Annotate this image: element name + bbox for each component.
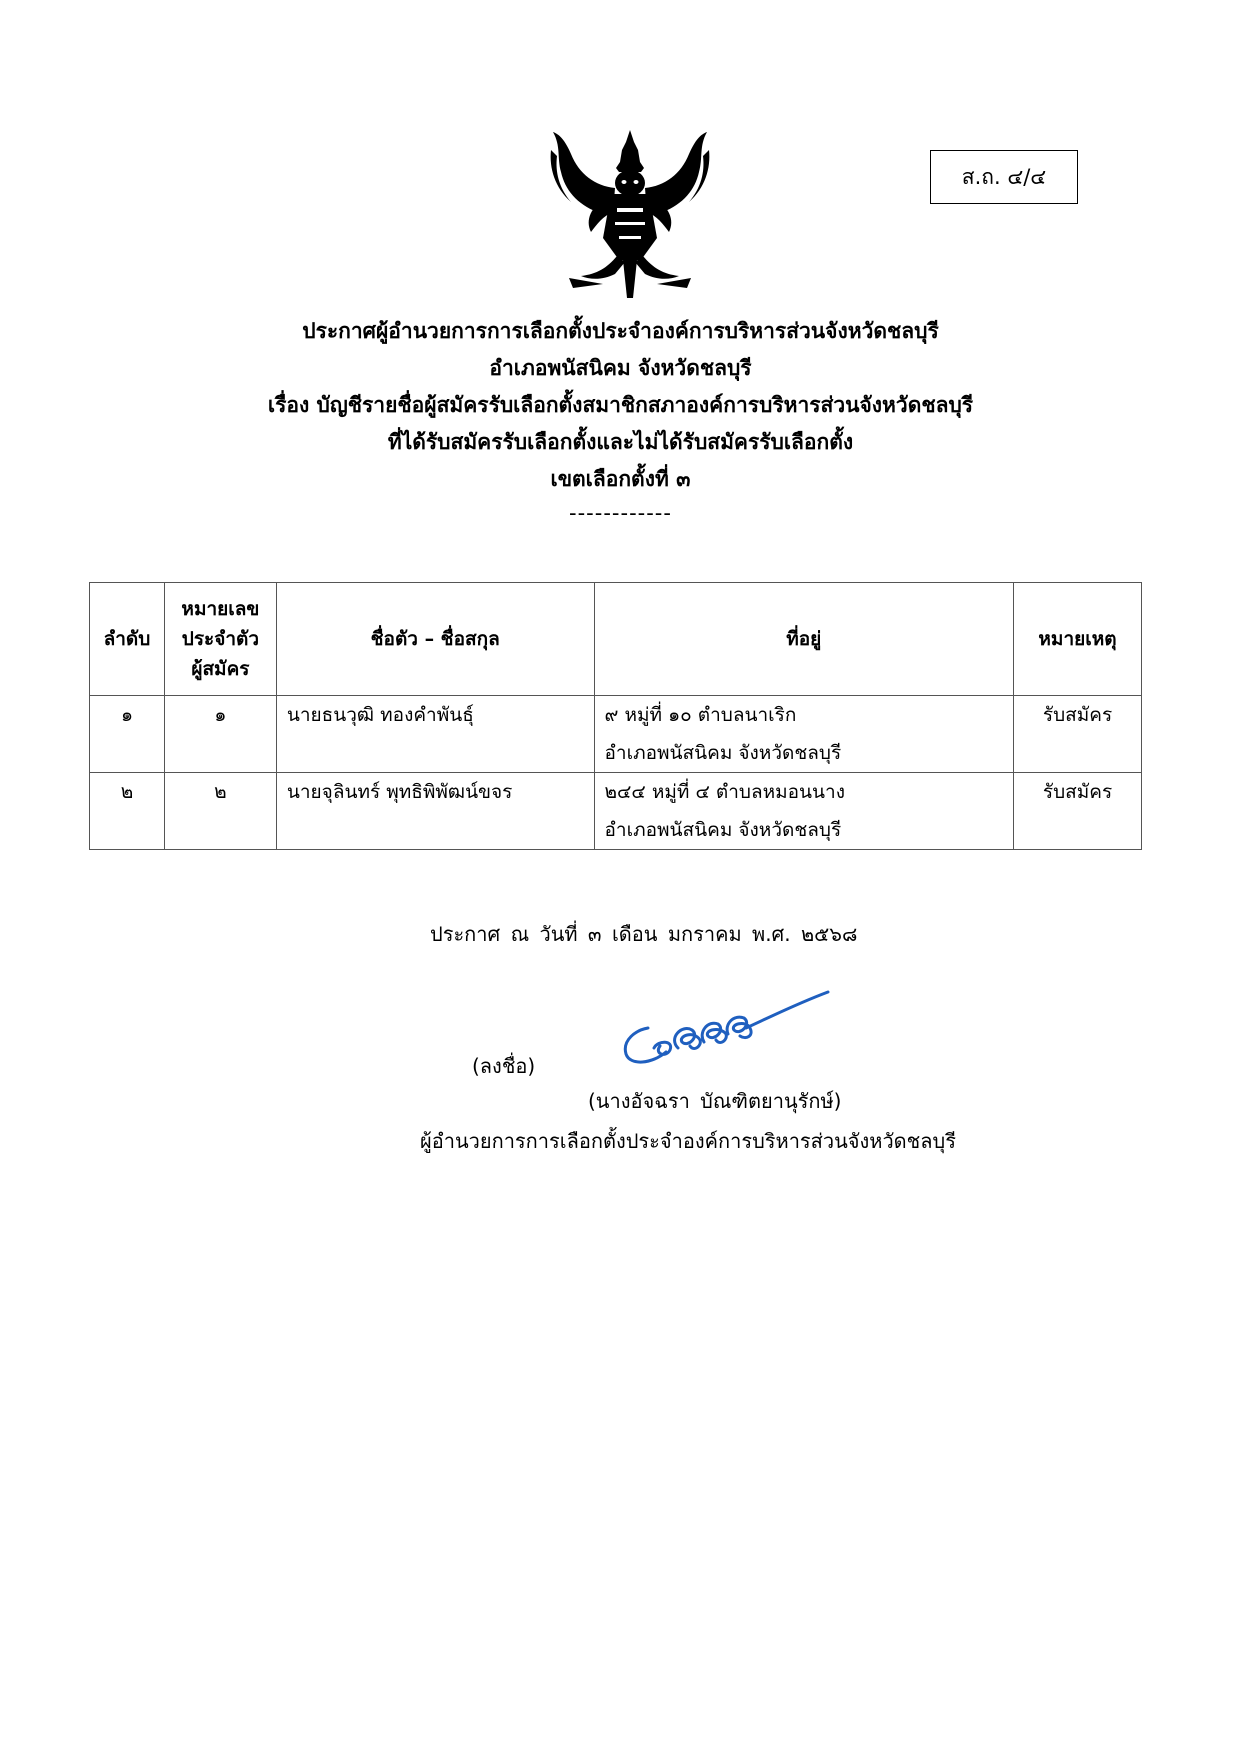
document-code: ส.ถ. ๔/๔ (961, 164, 1047, 189)
announcement-date: ประกาศ ณ วันที่ ๓ เดือน มกราคม พ.ศ. ๒๕๖๘ (430, 922, 858, 946)
header-number-line-1: หมายเลข (181, 598, 260, 620)
header-candidate-number (164, 583, 276, 696)
row-order: ๒ (90, 773, 165, 850)
row-candidate-number: ๒ (164, 773, 276, 850)
header-number-line-2: ประจำตัว (181, 628, 260, 650)
heading-separator: ------------ (569, 501, 672, 525)
document-code-box (930, 150, 1078, 204)
header-remark: หมายเหตุ (1014, 583, 1142, 696)
row-address-line-2: อำเภอพนัสนิคม จังหวัดชลบุรี (604, 742, 842, 764)
heading-line-district: อำเภอพนัสนิคม จังหวัดชลบุรี (489, 356, 752, 380)
signer-title: ผู้อำนวยการการเลือกตั้งประจำองค์การบริหารส่วนจังหวัดชลบุรี (420, 1129, 956, 1153)
row-address (594, 696, 1014, 773)
candidate-table (89, 582, 1142, 850)
row-candidate-number: ๑ (164, 696, 276, 773)
row-address-line-2: อำเภอพนัสนิคม จังหวัดชลบุรี (604, 819, 842, 841)
header-address: ที่อยู่ (594, 583, 1014, 696)
signature-label: (ลงชื่อ) (472, 1054, 536, 1078)
table-row (90, 696, 1142, 773)
heading-line-title: ประกาศผู้อำนวยการการเลือกตั้งประจำองค์การบริหารส่วนจังหวัดชลบุรี (302, 319, 939, 343)
table-header-row (90, 583, 1142, 696)
handwritten-signature (608, 990, 833, 1080)
table-row (90, 773, 1142, 850)
header-number-line-3: ผู้สมัคร (191, 658, 250, 680)
row-remark: รับสมัคร (1014, 773, 1142, 850)
announcement-heading (0, 313, 1241, 528)
heading-line-constituency: เขตเลือกตั้งที่ ๓ (550, 467, 691, 491)
header-name: ชื่อตัว – ชื่อสกุล (276, 583, 594, 696)
row-address (594, 773, 1014, 850)
row-order: ๑ (90, 696, 165, 773)
garuda-emblem-icon (545, 128, 715, 300)
heading-line-subject: เรื่อง บัญชีรายชื่อผู้สมัครรับเลือกตั้งสมาชิกสภาองค์การบริหารส่วนจังหวัดชลบุรี (267, 393, 974, 417)
heading-line-subject-cont: ที่ได้รับสมัครรับเลือกตั้งและไม่ได้รับสมัครรับเลือกตั้ง (387, 430, 854, 454)
row-address-line-1: ๙ หมู่ที่ ๑๐ ตำบลนาเริก (604, 704, 797, 726)
row-address-line-1: ๒๔๔ หมู่ที่ ๔ ตำบลหมอนนาง (604, 781, 845, 803)
header-order: ลำดับ (90, 583, 165, 696)
row-name: นายจุลินทร์ พุทธิพิพัฒน์ขจร (276, 773, 594, 850)
row-name: นายธนวุฒิ ทองคำพันธุ์ (276, 696, 594, 773)
row-remark: รับสมัคร (1014, 696, 1142, 773)
signer-name: (นางอัจฉรา บัณฑิตยานุรักษ์) (588, 1089, 842, 1113)
